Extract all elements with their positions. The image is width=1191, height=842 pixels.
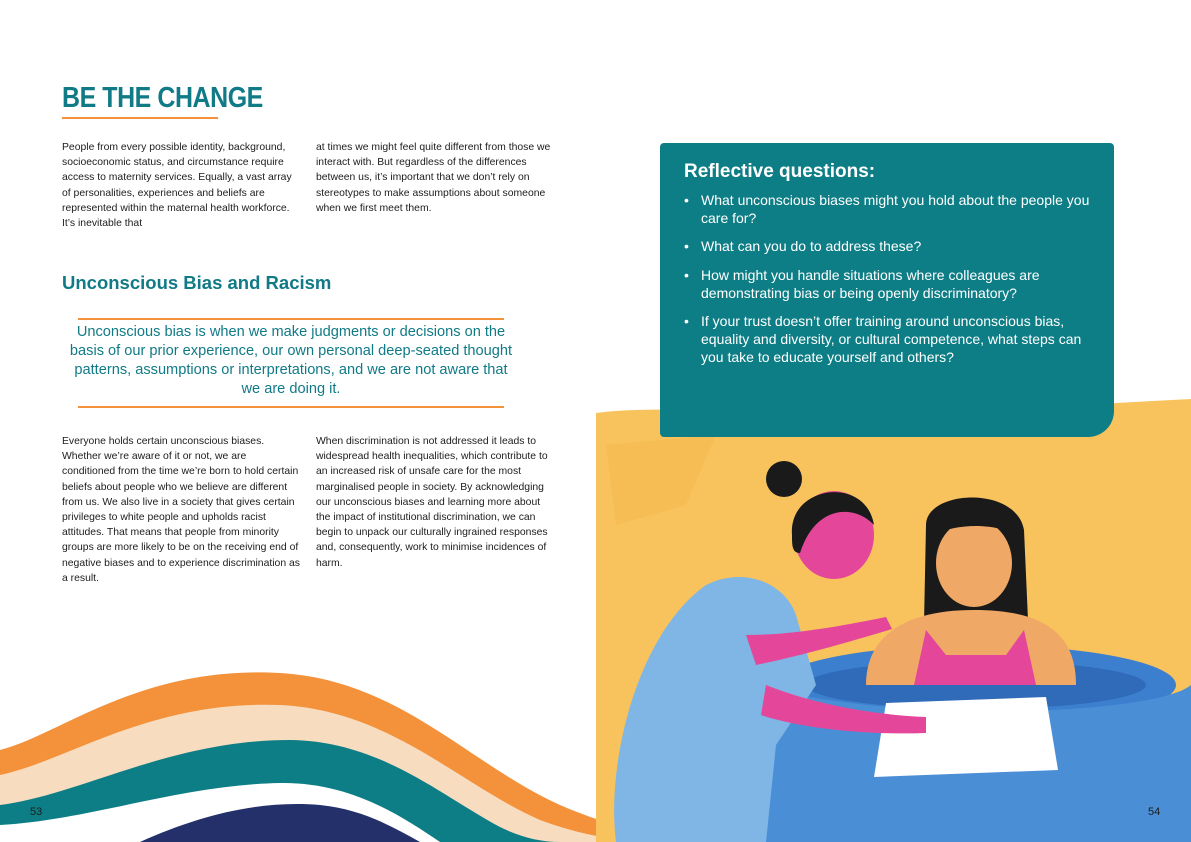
page-number-left: 53 [30, 806, 43, 818]
intro-column-1: People from every possible identity, background, socioeconomic status, and circumstance require access to maternity services. Equally, a vast array of personalities, experiences and beliefs are represented within the maternal health workforce. It’s inevitable that [62, 142, 292, 230]
question-item [684, 191, 1092, 227]
midwife-hair-bun [766, 461, 802, 497]
question-item [684, 237, 1092, 255]
bullet-dot-icon: • [684, 313, 689, 330]
reflective-title: Reflective questions: [684, 161, 876, 182]
bullet-dot-icon: • [684, 238, 689, 255]
reflective-questions-list [684, 191, 1092, 367]
paper-sheet [874, 697, 1058, 777]
quote-divider-top [78, 318, 504, 320]
question-item [684, 312, 1092, 367]
question-item [684, 266, 1092, 302]
bullet-dot-icon: • [684, 266, 689, 283]
reflective-questions-box [660, 143, 1114, 437]
section-heading: Unconscious Bias and Racism [62, 272, 332, 293]
intro-column-2: at times we might feel quite different from those we interact with. But regardless of the differences between us, it’s important that we don’t rely on stereotypes to make assumptions about someone when we first meet them. [316, 142, 551, 214]
body-column-2: When discrimination is not addressed it leads to widespread health inequalities, which contribute to an increased risk of unsafe care for the most marginalised people in society. By acknowledging our unconscious biases and learning more about the impact of institutional discrimination, we can begin to unpack our culturally ingrained responses and, consequently, work to minimise incidences of harm. [316, 436, 548, 569]
decorative-waves [0, 655, 700, 842]
question-text: How might you handle situations where colleagues are demonstrating bias or being openly discriminatory? [701, 266, 1040, 301]
question-text: What unconscious biases might you hold about the people you care for? [701, 192, 1090, 227]
title-underline [62, 117, 218, 119]
question-text: What can you do to address these? [701, 238, 922, 255]
question-text: If your trust doesn’t offer training around unconscious bias, equality and diversity, or cultural competence, what steps can you take to educate yourself and others? [701, 313, 1082, 366]
page-title: BE THE CHANGE [62, 82, 263, 114]
quote-divider-bottom [78, 406, 504, 408]
pull-quote: Unconscious bias is when we make judgments or decisions on the basis of our prior experience, our own personal deep-seated thought patterns, assumptions or interpretations, and we are not aware that we are doing it. [69, 324, 513, 397]
body-column-1: Everyone holds certain unconscious biases. Whether we’re aware of it or not, we are conditioned from the time we’re born to hold certain beliefs about people who we believe are different from us. We also live in a society that gives certain privileges to white people and upholds racist attitudes. That means that people from minority groups are more likely to be on the receiving end of negative biases and to experience discrimination as a result. [62, 436, 300, 584]
page-number-right: 54 [1148, 806, 1161, 818]
bullet-dot-icon: • [684, 192, 689, 208]
woman-face [936, 519, 1012, 607]
midwife-illustration [596, 385, 1191, 842]
